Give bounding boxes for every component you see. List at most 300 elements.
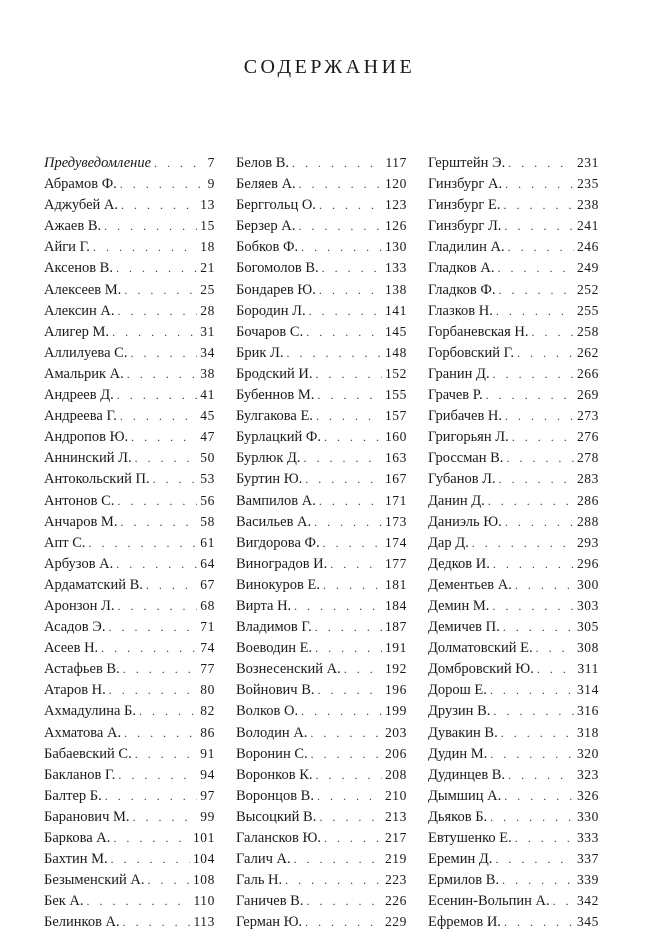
toc-entry-page: 339 xyxy=(576,872,599,888)
toc-entry xyxy=(44,911,215,932)
toc-entry-name: Гладков А. xyxy=(428,260,495,277)
toc-entry-name: Аронзон Л. xyxy=(44,597,115,614)
toc-entry-page: 167 xyxy=(384,471,407,487)
toc-entry-name: Бабаевский С. xyxy=(44,745,132,762)
toc-entry xyxy=(428,468,599,489)
toc-entry-page: 273 xyxy=(576,408,599,424)
toc-entry-page: 173 xyxy=(384,513,407,529)
toc-leader-dots xyxy=(499,469,574,490)
toc-entry-page: 266 xyxy=(576,365,599,381)
toc-entry-page: 316 xyxy=(576,703,599,719)
toc-entry-page: 208 xyxy=(384,766,407,782)
toc-entry-page: 320 xyxy=(576,745,599,761)
toc-entry-page: 203 xyxy=(384,724,407,740)
toc-entry xyxy=(428,532,599,553)
toc-leader-dots xyxy=(89,533,198,554)
toc-entry-page: 86 xyxy=(200,724,215,740)
toc-leader-dots xyxy=(508,153,574,174)
toc-entry-page: 213 xyxy=(384,808,407,824)
toc-entry xyxy=(236,426,407,447)
toc-entry-name: Домбровский Ю. xyxy=(428,661,534,678)
toc-entry-page: 192 xyxy=(384,661,407,677)
toc-leader-dots xyxy=(286,343,381,364)
toc-entry-name: Дьяков Б. xyxy=(428,808,488,825)
toc-entry-name: Бондарев Ю. xyxy=(236,281,316,298)
toc-entry xyxy=(428,764,599,785)
toc-leader-dots xyxy=(490,744,574,765)
toc-leader-dots xyxy=(501,723,574,744)
toc-entry xyxy=(428,658,599,679)
toc-entry-page: 45 xyxy=(200,408,215,424)
toc-entry xyxy=(428,173,599,194)
toc-entry-page: 97 xyxy=(200,787,215,803)
toc-entry-name: Высоцкий В. xyxy=(236,808,317,825)
toc-entry-name: Васильев А. xyxy=(236,513,312,530)
toc-leader-dots xyxy=(317,786,382,807)
toc-entry-page: 120 xyxy=(384,176,407,192)
toc-entry-page: 330 xyxy=(576,808,599,824)
toc-entry-name: Андреев Д. xyxy=(44,387,114,404)
toc-entry-page: 187 xyxy=(384,619,407,635)
toc-entry xyxy=(44,532,215,553)
toc-entry-name: Бек А. xyxy=(44,893,84,910)
toc-entry xyxy=(236,532,407,553)
toc-entry-name: Алексеев М. xyxy=(44,281,122,298)
toc-leader-dots xyxy=(324,427,382,448)
toc-entry xyxy=(236,490,407,511)
toc-leader-dots xyxy=(120,406,197,427)
toc-entry xyxy=(44,511,215,532)
toc-entry xyxy=(428,490,599,511)
toc-entry xyxy=(236,257,407,278)
toc-entry-page: 314 xyxy=(576,682,599,698)
toc-entry-name: Дудинцев В. xyxy=(428,766,506,783)
toc-entry-name: Герштейн Э. xyxy=(428,155,506,171)
toc-entry-name: Баркова А. xyxy=(44,830,111,846)
toc-entry xyxy=(236,764,407,785)
toc-leader-dots xyxy=(298,216,382,237)
toc-entry xyxy=(44,194,215,215)
toc-entry xyxy=(44,257,215,278)
toc-column-2 xyxy=(236,152,407,932)
toc-entry xyxy=(236,405,407,426)
toc-entry-page: 286 xyxy=(576,492,599,508)
toc-entry-name: Андропов Ю. xyxy=(44,429,129,446)
toc-leader-dots xyxy=(512,427,574,448)
toc-entry-page: 174 xyxy=(384,534,407,550)
toc-leader-dots xyxy=(508,237,574,258)
toc-leader-dots xyxy=(319,280,382,301)
toc-entry xyxy=(44,553,215,574)
toc-entry xyxy=(44,405,215,426)
toc-entry xyxy=(428,384,599,405)
toc-entry xyxy=(236,785,407,806)
toc-entry-page: 99 xyxy=(200,808,215,824)
toc-entry-name: Данин Д. xyxy=(428,492,485,509)
toc-entry-page: 229 xyxy=(384,914,407,930)
toc-entry xyxy=(236,342,407,363)
toc-entry-name: Бахтин М. xyxy=(44,851,108,868)
toc-entry-page: 18 xyxy=(200,239,215,255)
toc-entry xyxy=(236,637,407,658)
toc-entry xyxy=(428,785,599,806)
toc-entry xyxy=(428,363,599,384)
toc-entry-name: Горбаневская Н. xyxy=(428,323,529,340)
toc-entry-name: Демин М. xyxy=(428,597,490,614)
toc-leader-dots xyxy=(517,343,574,364)
toc-entry xyxy=(44,806,215,827)
toc-entry-page: 308 xyxy=(576,640,599,656)
toc-entry xyxy=(236,152,407,173)
toc-entry-name: Гранин Д. xyxy=(428,365,490,382)
toc-entry xyxy=(44,152,215,173)
toc-entry-name: Друзин В. xyxy=(428,703,491,720)
toc-entry-page: 53 xyxy=(200,471,215,487)
toc-entry-name: Ахматова А. xyxy=(44,724,122,741)
toc-entry-page: 226 xyxy=(384,893,407,909)
toc-entry-page: 110 xyxy=(193,893,215,909)
toc-entry-name: Аннинский Л. xyxy=(44,450,132,467)
toc-entry-name: Асадов Э. xyxy=(44,619,106,636)
toc-entry xyxy=(236,511,407,532)
toc-entry xyxy=(428,426,599,447)
toc-entry-page: 67 xyxy=(200,576,215,592)
toc-entry-page: 323 xyxy=(576,766,599,782)
toc-entry-page: 74 xyxy=(200,640,215,656)
toc-entry-page: 34 xyxy=(200,344,215,360)
toc-entry-page: 255 xyxy=(576,302,599,318)
toc-leader-dots xyxy=(503,195,573,216)
toc-leader-dots xyxy=(127,364,198,385)
toc-leader-dots xyxy=(146,575,197,596)
toc-entry xyxy=(44,869,215,890)
toc-entry xyxy=(236,679,407,700)
toc-entry-name: Белов В. xyxy=(236,155,290,171)
toc-leader-dots xyxy=(314,512,382,533)
toc-leader-dots xyxy=(117,596,197,617)
toc-entry xyxy=(236,911,407,932)
toc-entry xyxy=(44,595,215,616)
toc-entry-name: Бородин Л. xyxy=(236,302,306,319)
toc-leader-dots xyxy=(323,575,382,596)
toc-entry-page: 231 xyxy=(576,155,599,170)
toc-leader-dots xyxy=(502,870,574,891)
toc-entry xyxy=(428,321,599,342)
toc-leader-dots xyxy=(537,659,575,680)
toc-entry-name: Антонов С. xyxy=(44,492,115,509)
toc-leader-dots xyxy=(311,744,382,765)
toc-entry-page: 342 xyxy=(576,893,599,909)
toc-entry-name: Астафьев В. xyxy=(44,661,120,678)
toc-entry xyxy=(428,215,599,236)
toc-leader-dots xyxy=(135,744,198,765)
toc-entry xyxy=(236,595,407,616)
toc-leader-dots xyxy=(316,765,382,786)
toc-entry-page: 326 xyxy=(576,787,599,803)
toc-entry-page: 141 xyxy=(384,302,407,318)
toc-entry xyxy=(44,890,215,911)
toc-entry-name: Горбовский Г. xyxy=(428,344,514,361)
toc-entry-name: Предуведомление xyxy=(44,155,152,171)
toc-leader-dots xyxy=(310,723,382,744)
toc-entry-page: 333 xyxy=(576,830,599,845)
toc-entry-name: Берггольц О. xyxy=(236,197,316,214)
toc-entry-name: Ганичев В. xyxy=(236,893,304,910)
toc-entry xyxy=(44,468,215,489)
toc-entry-page: 249 xyxy=(576,260,599,276)
toc-entry xyxy=(428,300,599,321)
toc-entry-page: 235 xyxy=(576,176,599,192)
toc-entry-page: 163 xyxy=(384,450,407,466)
toc-entry-name: Гроссман В. xyxy=(428,450,504,467)
toc-entry-name: Гладилин А. xyxy=(428,239,505,256)
toc-leader-dots xyxy=(108,617,197,638)
toc-entry-name: Волков О. xyxy=(236,703,299,720)
toc-leader-dots xyxy=(124,280,197,301)
toc-entry-page: 241 xyxy=(576,218,599,234)
toc-entry xyxy=(428,616,599,637)
toc-entry-name: Амальрик А. xyxy=(44,365,124,382)
toc-leader-dots xyxy=(515,828,574,849)
toc-entry-name: Бочаров С. xyxy=(236,323,304,340)
toc-entry xyxy=(236,447,407,468)
toc-entry xyxy=(236,384,407,405)
toc-entry xyxy=(236,574,407,595)
toc-entry xyxy=(44,321,215,342)
toc-entry-page: 130 xyxy=(384,239,407,255)
toc-entry-page: 199 xyxy=(384,703,407,719)
toc-entry-page: 28 xyxy=(200,302,215,318)
toc-leader-dots xyxy=(492,596,574,617)
toc-entry xyxy=(44,215,215,236)
toc-entry-name: Бакланов Г. xyxy=(44,766,116,783)
toc-entry xyxy=(428,553,599,574)
toc-entry-page: 223 xyxy=(384,872,407,888)
toc-entry-name: Богомолов В. xyxy=(236,260,319,277)
toc-entry xyxy=(428,700,599,721)
toc-entry-name: Еремин Д. xyxy=(428,851,493,868)
toc-entry-page: 91 xyxy=(200,745,215,761)
toc-entry xyxy=(236,848,407,869)
toc-entry-page: 219 xyxy=(384,851,407,867)
toc-entry-name: Берзер А. xyxy=(236,218,296,235)
toc-entry-page: 296 xyxy=(576,555,599,571)
toc-entry-name: Герман Ю. xyxy=(236,914,303,931)
toc-entry xyxy=(428,890,599,911)
toc-entry xyxy=(236,743,407,764)
toc-leader-dots xyxy=(324,828,382,849)
toc-entry-name: Глазков Н. xyxy=(428,302,493,319)
toc-entry-name: Анчаров М. xyxy=(44,513,118,530)
toc-leader-dots xyxy=(531,322,573,343)
toc-entry xyxy=(44,236,215,257)
toc-leader-dots xyxy=(118,301,198,322)
toc-entry-page: 58 xyxy=(200,513,215,529)
toc-leader-dots xyxy=(344,659,382,680)
toc-entry-name: Галансков Ю. xyxy=(236,830,322,846)
toc-entry-name: Дорош Е. xyxy=(428,682,487,699)
toc-entry-page: 305 xyxy=(576,619,599,635)
toc-entry xyxy=(236,363,407,384)
toc-entry xyxy=(428,236,599,257)
toc-entry xyxy=(236,236,407,257)
toc-leader-dots xyxy=(301,701,382,722)
toc-entry-name: Баранович М. xyxy=(44,808,130,825)
toc-entry-name: Атаров Н. xyxy=(44,682,106,699)
toc-leader-dots xyxy=(306,322,382,343)
toc-entry-page: 276 xyxy=(576,429,599,445)
toc-entry-name: Войнович В. xyxy=(236,682,315,699)
toc-entry-name: Апт С. xyxy=(44,534,86,551)
toc-entry xyxy=(44,637,215,658)
toc-leader-dots xyxy=(306,891,381,912)
toc-leader-dots xyxy=(318,680,382,701)
toc-leader-dots xyxy=(305,912,382,933)
toc-entry-page: 283 xyxy=(576,471,599,487)
toc-entry-name: Булгакова Е. xyxy=(236,408,313,425)
toc-leader-dots xyxy=(493,554,574,575)
toc-entry-name: Аллилуева С. xyxy=(44,344,128,361)
toc-leader-dots xyxy=(496,301,574,322)
toc-entry-page: 152 xyxy=(384,365,407,381)
toc-entry xyxy=(236,194,407,215)
toc-entry xyxy=(44,764,215,785)
toc-leader-dots xyxy=(504,216,574,237)
toc-entry-page: 303 xyxy=(576,597,599,613)
toc-entry-page: 238 xyxy=(576,197,599,213)
toc-entry xyxy=(236,722,407,743)
toc-entry-name: Беляев А. xyxy=(236,176,296,193)
toc-leader-dots xyxy=(536,638,574,659)
toc-entry-page: 94 xyxy=(200,766,215,782)
toc-leader-dots xyxy=(323,533,382,554)
toc-leader-dots xyxy=(148,870,190,891)
toc-entry xyxy=(428,911,599,932)
toc-entry-name: Губанов Л. xyxy=(428,471,496,488)
toc-entry xyxy=(236,173,407,194)
toc-leader-dots xyxy=(133,807,198,828)
toc-entry-page: 278 xyxy=(576,450,599,466)
toc-entry-name: Долматовский Е. xyxy=(428,640,533,657)
toc-leader-dots xyxy=(505,512,574,533)
toc-entry-name: Есенин-Вольпин А. xyxy=(428,893,550,910)
toc-entry-name: Воронков К. xyxy=(236,766,313,783)
toc-entry xyxy=(428,827,599,848)
toc-entry-page: 177 xyxy=(384,555,407,571)
toc-entry-page: 47 xyxy=(200,429,215,445)
toc-entry xyxy=(428,574,599,595)
toc-entry-page: 184 xyxy=(384,597,407,613)
toc-entry xyxy=(428,511,599,532)
toc-entry-name: Грибачев Н. xyxy=(428,408,503,425)
toc-leader-dots xyxy=(105,786,198,807)
toc-entry xyxy=(428,848,599,869)
toc-entry xyxy=(236,279,407,300)
toc-leader-dots xyxy=(111,849,190,870)
toc-leader-dots xyxy=(498,280,573,301)
toc-leader-dots xyxy=(294,596,382,617)
toc-entry xyxy=(44,827,215,848)
toc-leader-dots xyxy=(315,617,382,638)
toc-leader-dots xyxy=(505,406,574,427)
toc-entry-page: 80 xyxy=(200,682,215,698)
toc-entry-name: Вигдорова Ф. xyxy=(236,534,320,551)
toc-entry-page: 31 xyxy=(200,323,215,339)
toc-entry xyxy=(428,743,599,764)
toc-entry-name: Бродский И. xyxy=(236,365,313,382)
toc-entry xyxy=(236,700,407,721)
toc-leader-dots xyxy=(154,153,205,174)
toc-entry-page: 258 xyxy=(576,323,599,339)
toc-entry-name: Воронцов В. xyxy=(236,787,314,804)
toc-entry xyxy=(236,869,407,890)
toc-leader-dots xyxy=(135,448,198,469)
toc-entry-name: Гладков Ф. xyxy=(428,281,496,298)
toc-entry xyxy=(44,722,215,743)
toc-leader-dots xyxy=(285,870,382,891)
toc-leader-dots xyxy=(319,195,382,216)
toc-entry-page: 262 xyxy=(576,344,599,360)
toc-entry xyxy=(236,215,407,236)
toc-entry xyxy=(44,616,215,637)
toc-entry-page: 246 xyxy=(576,239,599,255)
toc-leader-dots xyxy=(130,343,197,364)
toc-entry xyxy=(44,300,215,321)
toc-entry-name: Брик Л. xyxy=(236,344,284,361)
toc-entry-name: Володин А. xyxy=(236,724,308,741)
toc-leader-dots xyxy=(493,364,574,385)
page-title: СОДЕРЖАНИЕ xyxy=(243,56,416,78)
toc-leader-dots xyxy=(304,448,382,469)
toc-leader-dots xyxy=(131,427,197,448)
toc-entry xyxy=(236,468,407,489)
toc-entry-name: Аксенов В. xyxy=(44,260,113,277)
toc-leader-dots xyxy=(495,849,574,870)
toc-entry-page: 82 xyxy=(200,703,215,719)
toc-leader-dots xyxy=(503,617,574,638)
toc-leader-dots xyxy=(316,364,382,385)
toc-entry-page: 345 xyxy=(576,914,599,930)
toc-entry-page: 318 xyxy=(576,724,599,740)
toc-entry-name: Ермилов В. xyxy=(428,872,500,889)
toc-entry-page: 171 xyxy=(384,492,407,508)
toc-leader-dots xyxy=(553,891,574,912)
toc-leader-dots xyxy=(116,258,197,279)
toc-entry-name: Галь Н. xyxy=(236,872,283,889)
toc-entry-name: Асеев Н. xyxy=(44,640,99,657)
toc-entry-name: Абрамов Ф. xyxy=(44,176,117,193)
toc-entry-name: Бурлацкий Ф. xyxy=(236,429,321,446)
toc-entry xyxy=(44,490,215,511)
toc-leader-dots xyxy=(301,237,382,258)
toc-leader-dots xyxy=(493,701,574,722)
toc-leader-dots xyxy=(322,258,382,279)
toc-entry xyxy=(236,300,407,321)
toc-entry-page: 108 xyxy=(192,872,215,888)
toc-entry xyxy=(44,279,215,300)
toc-entry-page: 123 xyxy=(384,197,407,213)
toc-leader-dots xyxy=(330,554,382,575)
toc-entry-page: 269 xyxy=(576,387,599,403)
toc-leader-dots xyxy=(87,891,191,912)
toc-leader-dots xyxy=(488,491,574,512)
toc-entry-page: 38 xyxy=(200,365,215,381)
toc-entry-name: Дементьев А. xyxy=(428,576,512,593)
toc-leader-dots xyxy=(123,659,198,680)
toc-leader-dots xyxy=(112,322,197,343)
toc-leader-dots xyxy=(294,849,382,870)
toc-entry xyxy=(44,658,215,679)
